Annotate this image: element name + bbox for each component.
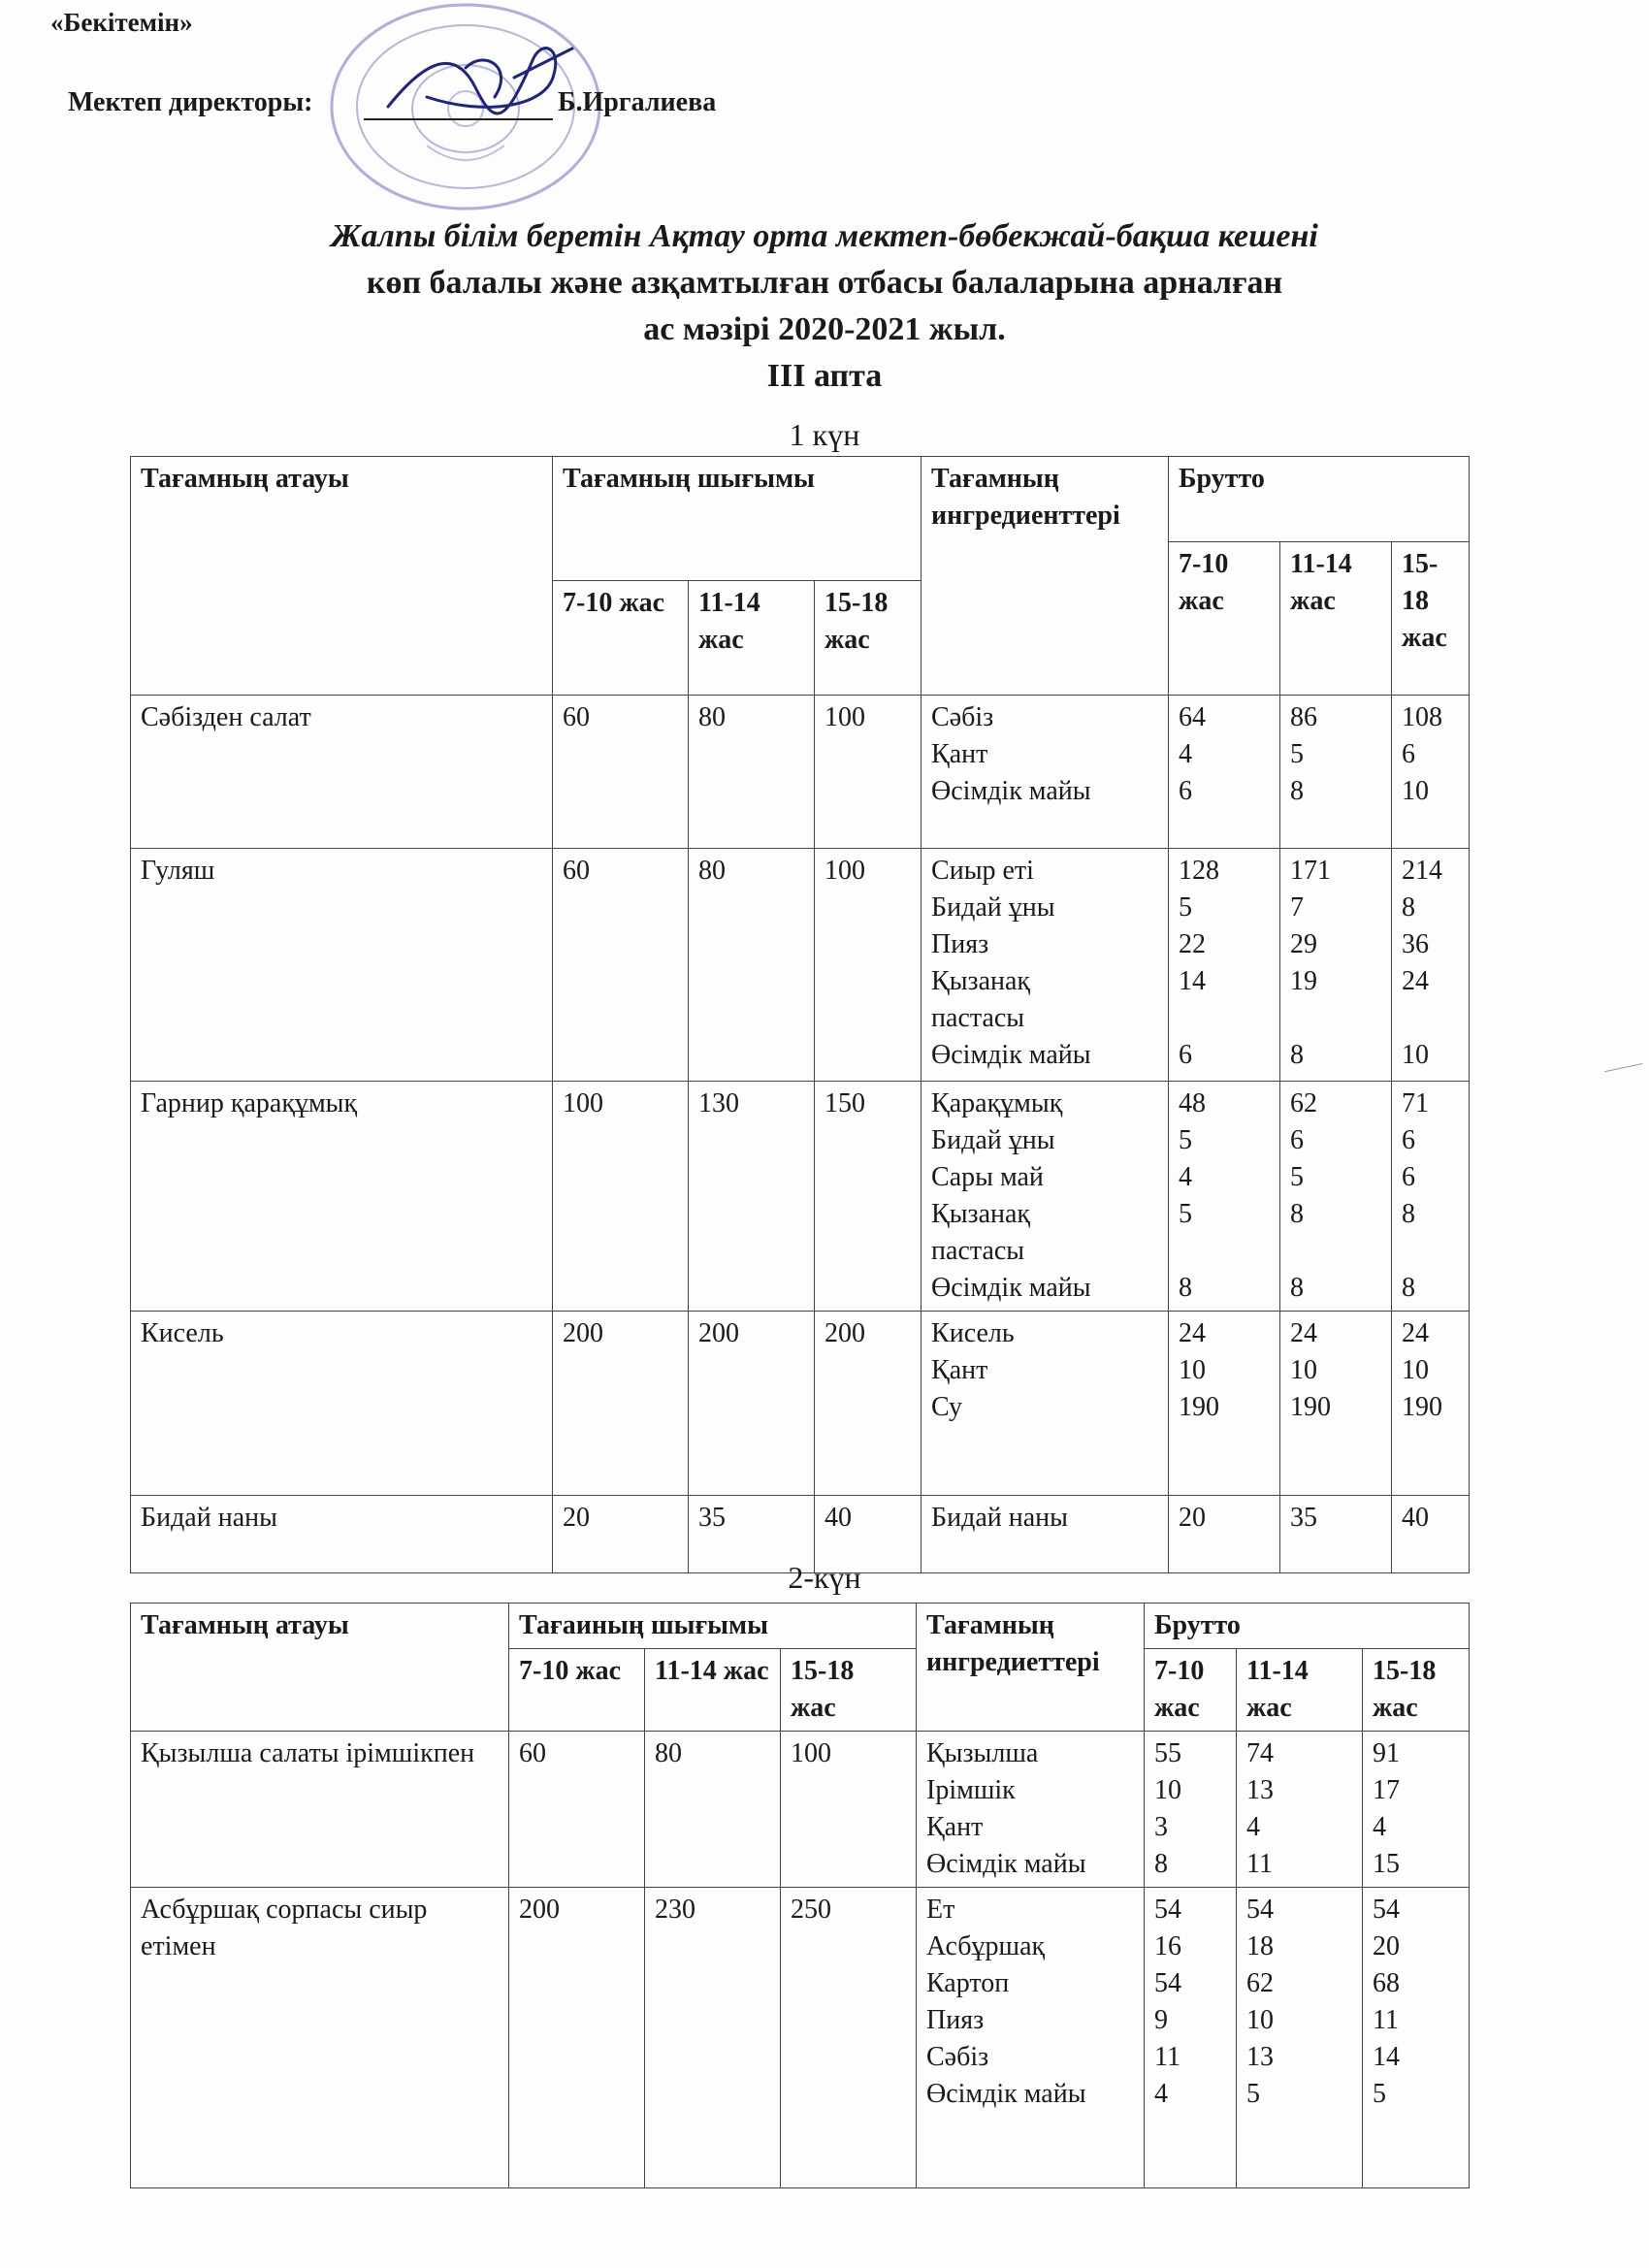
header-brutto-age-11-14: 11-14 жас — [1237, 1649, 1363, 1732]
day1-menu-table — [130, 456, 1470, 1573]
brutto-15-18-value: 54 — [1373, 1895, 1400, 1925]
ingredient-list-value: Пияз — [931, 929, 989, 959]
header-ingredients: Тағамның ингредиенттері — [922, 457, 1169, 696]
dish-output: 60 — [553, 696, 689, 849]
brutto-15-18-value — [1402, 1000, 1459, 1037]
brutto-11-14-value: 19 — [1290, 966, 1318, 996]
brutto-11-14-value: 29 — [1290, 929, 1318, 959]
dish-name: Сәбізден салат — [131, 696, 553, 849]
header-output-age-11-14: 11-14 жас — [645, 1649, 781, 1732]
ingredient-list — [922, 849, 1169, 1082]
brutto-7-10-value: 9 — [1154, 2005, 1168, 2035]
day2-menu-table — [130, 1603, 1470, 2188]
brutto-7-10-value: 3 — [1154, 1812, 1168, 1842]
brutto-7-10-value: 22 — [1179, 929, 1207, 959]
ingredient-list-value: Бидай ұны — [931, 1125, 1055, 1155]
brutto-7-10-value — [1179, 1233, 1270, 1270]
brutto-7-10-value: 10 — [1179, 1355, 1207, 1385]
brutto-7-10-value: 14 — [1179, 966, 1207, 996]
title-line-3: ас мәзірі 2020-2021 жыл. — [643, 311, 1006, 347]
ingredient-list-value: Бидай наны — [931, 1503, 1068, 1533]
scan-mark — [1604, 1063, 1645, 1084]
brutto-11-14-value: 86 — [1290, 702, 1318, 732]
table-row — [131, 1082, 1470, 1312]
dish-output: 200 — [815, 1312, 922, 1496]
brutto-7-10-value: 16 — [1154, 1931, 1181, 1961]
table-row — [131, 1732, 1470, 1888]
brutto-7-10 — [1169, 849, 1280, 1082]
brutto-15-18-value: 5 — [1373, 2079, 1386, 2109]
dish-output: 60 — [553, 849, 689, 1082]
brutto-11-14 — [1280, 696, 1392, 849]
brutto-11-14-value: 62 — [1290, 1088, 1318, 1118]
dish-output: 250 — [781, 1888, 917, 2188]
brutto-15-18-value: 6 — [1402, 1125, 1416, 1155]
document-title — [0, 213, 1649, 400]
dish-output: 100 — [815, 696, 922, 849]
week-label: ІІІ апта — [766, 358, 883, 394]
ingredient-list-value: Өсімдік майы — [926, 1849, 1086, 1879]
brutto-15-18-value: 190 — [1402, 1392, 1443, 1422]
brutto-15-18-value: 36 — [1402, 929, 1430, 959]
dish-output: 100 — [781, 1732, 917, 1888]
day2-label: 2-күн — [788, 1560, 861, 1595]
brutto-15-18 — [1392, 1082, 1470, 1312]
brutto-7-10 — [1169, 696, 1280, 849]
brutto-15-18-value: 108 — [1402, 702, 1443, 732]
brutto-11-14-value: 190 — [1290, 1392, 1332, 1422]
ingredient-list-value: Қарақұмық — [931, 1088, 1063, 1118]
dish-output: 20 — [553, 1496, 689, 1573]
brutto-15-18 — [1392, 849, 1470, 1082]
brutto-15-18-value: 68 — [1373, 1968, 1400, 1998]
header-dish-name: Тағамның атауы — [131, 457, 553, 696]
dish-output: 100 — [815, 849, 922, 1082]
dish-output: 150 — [815, 1082, 922, 1312]
brutto-11-14-value: 5 — [1246, 2079, 1260, 2109]
ingredient-list-value: Қант — [931, 1355, 988, 1385]
ingredient-list-value: Су — [931, 1392, 963, 1422]
director-name: Б.Иргалиева — [558, 87, 717, 117]
ingredient-list-value: Қызылша — [926, 1738, 1039, 1768]
brutto-7-10 — [1169, 1082, 1280, 1312]
brutto-15-18-value: 14 — [1373, 2042, 1400, 2072]
ingredient-list-value: Қызанақ — [931, 1199, 1031, 1229]
table-row — [131, 849, 1470, 1082]
brutto-7-10-value: 128 — [1179, 856, 1220, 886]
brutto-11-14-value: 35 — [1290, 1503, 1318, 1533]
dish-name: Гарнир қарақұмық — [131, 1082, 553, 1312]
brutto-15-18 — [1392, 696, 1470, 849]
brutto-7-10-value: 5 — [1179, 892, 1193, 923]
brutto-7-10-value: 190 — [1179, 1392, 1220, 1422]
ingredient-list-value: Өсімдік майы — [931, 776, 1091, 806]
dish-output: 60 — [509, 1732, 645, 1888]
ingredient-list-value: Өсімдік майы — [931, 1040, 1091, 1070]
table-row — [131, 696, 1470, 849]
dish-output: 80 — [689, 696, 815, 849]
brutto-11-14-value: 4 — [1246, 1812, 1260, 1842]
brutto-11-14-value: 11 — [1246, 1849, 1273, 1879]
ingredient-list-value: Ет — [926, 1895, 955, 1925]
brutto-7-10-value: 8 — [1179, 1273, 1193, 1303]
ingredient-list — [917, 1888, 1145, 2188]
brutto-11-14 — [1237, 1732, 1363, 1888]
brutto-11-14-value: 62 — [1246, 1968, 1274, 1998]
approval-label: «Бекітемін» — [50, 8, 193, 37]
ingredient-list-value: Ірімшік — [926, 1775, 1016, 1805]
brutto-15-18-value: 8 — [1402, 1273, 1416, 1303]
header-brutto-age-11-14: 11-14 жас — [1280, 542, 1392, 696]
header-output: Тағаиның шығымы — [509, 1604, 917, 1649]
brutto-15-18-value: 20 — [1373, 1931, 1400, 1961]
brutto-15-18-value: 6 — [1402, 739, 1416, 769]
dish-output: 230 — [645, 1888, 781, 2188]
brutto-11-14-value: 6 — [1290, 1125, 1305, 1155]
brutto-7-10-value — [1179, 1000, 1270, 1037]
brutto-15-18 — [1363, 1888, 1470, 2188]
ingredient-list-value: Пияз — [926, 2005, 985, 2035]
brutto-11-14-value: 74 — [1246, 1738, 1274, 1768]
brutto-11-14 — [1280, 1312, 1392, 1496]
ingredient-list-value: Асбұршақ — [926, 1931, 1046, 1961]
brutto-15-18-value: 10 — [1402, 1040, 1430, 1070]
header-output-age-7-10: 7-10 жас — [553, 581, 689, 696]
brutto-11-14-value: 5 — [1290, 739, 1305, 769]
header-output-age-15-18: 15-18 жас — [815, 581, 922, 696]
dish-name: Гуляш — [131, 849, 553, 1082]
ingredient-list-value: Сиыр еті — [931, 856, 1034, 886]
dish-output: 100 — [553, 1082, 689, 1312]
brutto-11-14-value — [1290, 1000, 1381, 1037]
brutto-11-14 — [1237, 1888, 1363, 2188]
brutto-11-14-value: 10 — [1290, 1355, 1318, 1385]
brutto-15-18-value: 71 — [1402, 1088, 1430, 1118]
table-row — [131, 1888, 1470, 2188]
dish-output: 80 — [645, 1732, 781, 1888]
ingredient-list-value: пастасы — [931, 1003, 1025, 1033]
brutto-7-10-value: 64 — [1179, 702, 1207, 732]
brutto-11-14-value: 10 — [1246, 2005, 1274, 2035]
ingredient-list-value: Бидай ұны — [931, 892, 1055, 923]
dish-output: 200 — [509, 1888, 645, 2188]
brutto-11-14 — [1280, 1082, 1392, 1312]
brutto-11-14-value: 18 — [1246, 1931, 1274, 1961]
brutto-11-14-value: 24 — [1290, 1318, 1318, 1348]
brutto-11-14-value: 8 — [1290, 1199, 1305, 1229]
brutto-7-10-value: 5 — [1179, 1125, 1193, 1155]
header-dish-name: Тағамның атауы — [131, 1604, 509, 1732]
brutto-7-10 — [1169, 1312, 1280, 1496]
dish-output: 80 — [689, 849, 815, 1082]
brutto-11-14-value: 13 — [1246, 2042, 1274, 2072]
dish-name: Бидай наны — [131, 1496, 553, 1573]
brutto-15-18-value: 24 — [1402, 966, 1430, 996]
brutto-7-10-value: 4 — [1179, 739, 1193, 769]
brutto-7-10-value: 48 — [1179, 1088, 1207, 1118]
brutto-11-14-value: 8 — [1290, 1273, 1305, 1303]
ingredient-list — [922, 1312, 1169, 1496]
ingredient-list-value: Сары май — [931, 1162, 1044, 1192]
header-ingredients: Тағамның ингредиеттері — [917, 1604, 1145, 1732]
brutto-11-14-value: 7 — [1290, 892, 1305, 923]
brutto-15-18-value: 8 — [1402, 1199, 1416, 1229]
brutto-7-10-value: 4 — [1154, 2079, 1168, 2109]
header-output-age-15-18: 15-18 жас — [781, 1649, 917, 1732]
brutto-15-18-value: 11 — [1373, 2005, 1399, 2035]
ingredient-list-value: пастасы — [931, 1236, 1025, 1266]
ingredient-list-value: Қант — [926, 1812, 984, 1842]
brutto-7-10-value: 11 — [1154, 2042, 1180, 2072]
brutto-7-10-value: 6 — [1179, 776, 1193, 806]
ingredient-list — [917, 1732, 1145, 1888]
ingredient-list-value: Өсімдік майы — [931, 1273, 1091, 1303]
brutto-11-14-value: 8 — [1290, 1040, 1305, 1070]
dish-name: Кисель — [131, 1312, 553, 1496]
brutto-15-18-value: 10 — [1402, 1355, 1430, 1385]
brutto-15-18-value: 15 — [1373, 1849, 1400, 1879]
table-row — [131, 1312, 1470, 1496]
ingredient-list-value: Сәбіз — [926, 2042, 989, 2072]
ingredient-list-value: Қант — [931, 739, 988, 769]
brutto-15-18-value: 17 — [1373, 1775, 1400, 1805]
day1-label: 1 күн — [789, 417, 860, 452]
brutto-7-10 — [1145, 1888, 1237, 2188]
brutto-15-18-value — [1402, 1233, 1459, 1270]
brutto-15-18 — [1363, 1732, 1470, 1888]
header-output-age-11-14: 11-14 жас — [689, 581, 815, 696]
header-brutto: Брутто — [1145, 1604, 1470, 1649]
brutto-7-10 — [1145, 1732, 1237, 1888]
brutto-7-10-value: 4 — [1179, 1162, 1193, 1192]
brutto-11-14-value: 8 — [1290, 776, 1305, 806]
brutto-15-18-value: 8 — [1402, 892, 1416, 923]
brutto-11-14 — [1280, 849, 1392, 1082]
ingredient-list-value: Кисель — [931, 1318, 1015, 1348]
header-brutto-age-7-10: 7-10 жас — [1145, 1649, 1237, 1732]
title-line-1: Жалпы білім беретін Ақтау орта мектеп-бөбекжай-бақша кешені — [331, 218, 1318, 254]
ingredient-list — [922, 1082, 1169, 1312]
header-brutto-age-15-18: 15-18 жас — [1392, 542, 1470, 696]
ingredient-list-value: Қызанақ — [931, 966, 1031, 996]
dish-name: Қызылша салаты ірімшікпен — [131, 1732, 509, 1888]
header-output: Тағамның шығымы — [553, 457, 922, 581]
signature-line — [364, 118, 553, 120]
brutto-15-18-value: 40 — [1402, 1503, 1430, 1533]
brutto-15-18 — [1392, 1312, 1470, 1496]
dish-output: 40 — [815, 1496, 922, 1573]
brutto-15-18-value: 91 — [1373, 1738, 1400, 1768]
ingredient-list — [922, 696, 1169, 849]
dish-output: 200 — [553, 1312, 689, 1496]
brutto-7-10-value: 24 — [1179, 1318, 1207, 1348]
director-label: Мектеп директоры: — [68, 87, 313, 117]
brutto-7-10-value: 8 — [1154, 1849, 1168, 1879]
header-output-age-7-10: 7-10 жас — [509, 1649, 645, 1732]
header-brutto: Брутто — [1169, 457, 1470, 542]
brutto-11-14-value — [1290, 1233, 1381, 1270]
brutto-7-10-value: 54 — [1154, 1968, 1181, 1998]
brutto-7-10-value: 55 — [1154, 1738, 1181, 1768]
brutto-7-10-value: 20 — [1179, 1503, 1207, 1533]
header-brutto-age-15-18: 15-18 жас — [1363, 1649, 1470, 1732]
brutto-11-14-value: 13 — [1246, 1775, 1274, 1805]
dish-output: 130 — [689, 1082, 815, 1312]
dish-output: 35 — [689, 1496, 815, 1573]
brutto-15-18-value: 24 — [1402, 1318, 1430, 1348]
brutto-15-18-value: 214 — [1402, 856, 1443, 886]
brutto-7-10-value: 6 — [1179, 1040, 1193, 1070]
brutto-15-18-value: 4 — [1373, 1812, 1386, 1842]
brutto-7-10-value: 54 — [1154, 1895, 1181, 1925]
dish-name: Асбұршақ сорпасы сиыр етімен — [131, 1888, 509, 2188]
brutto-15-18-value: 6 — [1402, 1162, 1416, 1192]
brutto-7-10-value: 5 — [1179, 1199, 1193, 1229]
brutto-11-14-value: 171 — [1290, 856, 1332, 886]
brutto-7-10-value: 10 — [1154, 1775, 1181, 1805]
dish-output: 200 — [689, 1312, 815, 1496]
brutto-11-14-value: 54 — [1246, 1895, 1274, 1925]
header-brutto-age-7-10: 7-10 жас — [1169, 542, 1280, 696]
brutto-15-18-value: 10 — [1402, 776, 1430, 806]
ingredient-list-value: Картоп — [926, 1968, 1010, 1998]
ingredient-list-value: Өсімдік майы — [926, 2079, 1086, 2109]
ingredient-list-value: Сәбіз — [931, 702, 994, 732]
title-line-2: көп балалы және азқамтылған отбасы балаларына арналған — [366, 265, 1283, 301]
brutto-11-14-value: 5 — [1290, 1162, 1305, 1192]
